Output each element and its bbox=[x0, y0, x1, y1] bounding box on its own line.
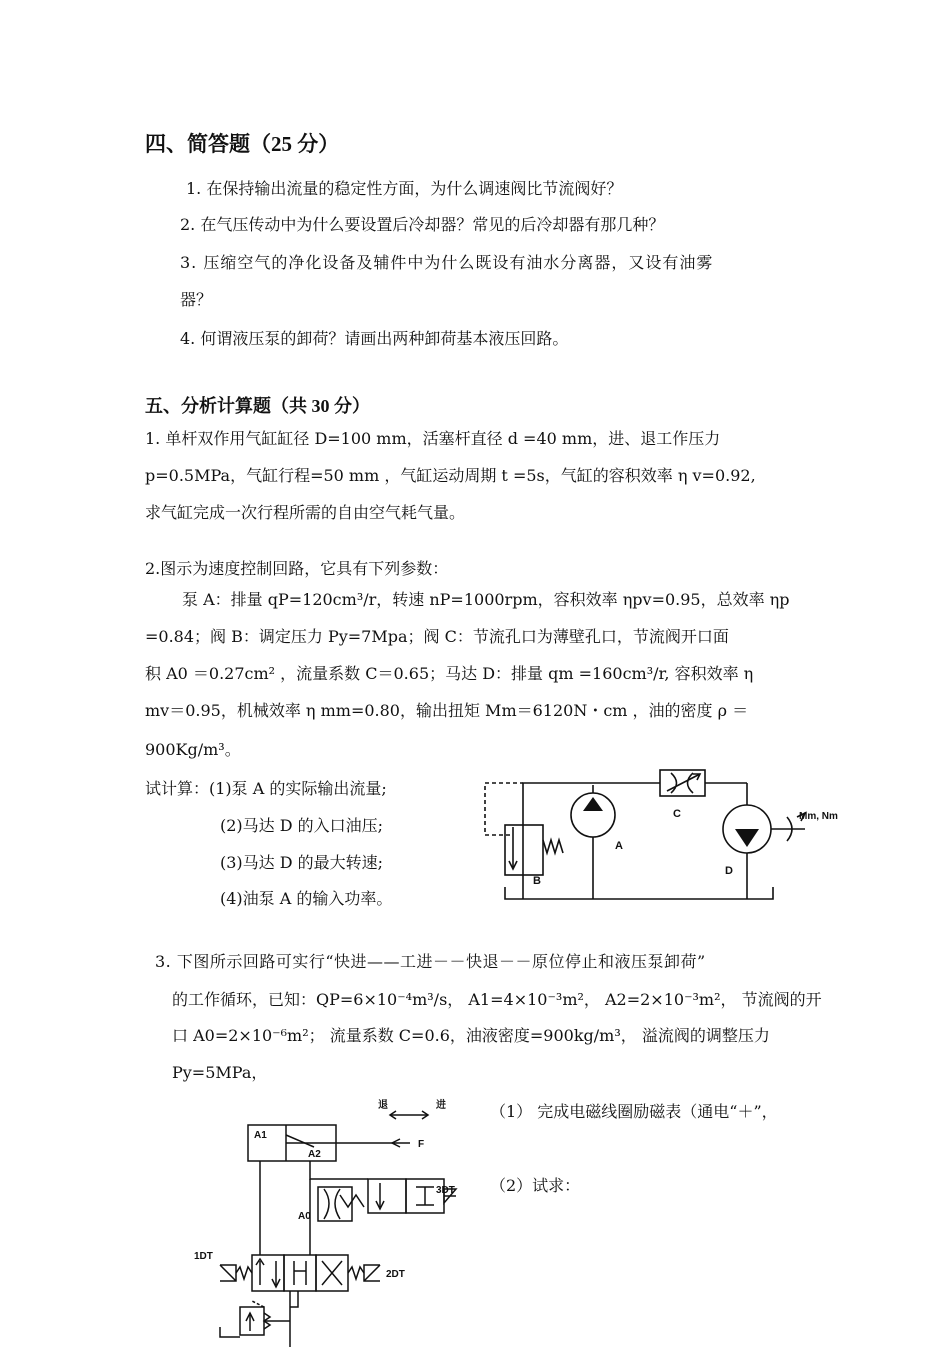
label-a2: A2 bbox=[308, 1149, 321, 1160]
problem2-intro: 2.图示为速度控制回路，它具有下列参数： bbox=[145, 559, 449, 578]
problem2-ask-1: 试计算：(1)泵 A 的实际输出流量; bbox=[145, 779, 387, 798]
label-1dt: 1DT bbox=[194, 1251, 213, 1262]
label-torque-speed: Mm, Nm bbox=[799, 811, 838, 822]
label-forward: 进 bbox=[436, 1100, 446, 1111]
problem2-line4: mv＝0.95，机械效率 η mm=0.80，输出扭矩 Mm＝6120N・cm ，油的密度 ρ ＝ bbox=[145, 701, 749, 720]
label-back: 退 bbox=[378, 1100, 388, 1111]
problem3-line4: Py=5MPa， bbox=[172, 1063, 268, 1082]
section4-title: 四、简答题（25 分） bbox=[145, 132, 340, 156]
label-valve-b: B bbox=[533, 875, 541, 887]
section4-question-2: 2. 在气压传动中为什么要设置后冷却器？常见的后冷却器有那几种？ bbox=[180, 215, 665, 234]
speed-control-circuit-diagram bbox=[475, 765, 845, 910]
label-2dt: 2DT bbox=[386, 1269, 405, 1280]
section4-question-3-line1: 3. 压缩空气的净化设备及辅件中为什么既设有油水分离器，又设有油雾 bbox=[180, 253, 714, 272]
problem2-line2: =0.84；阀 B：调定压力 Py=7Mpa；阀 C：节流孔口为薄壁孔口，节流阀开口面 bbox=[145, 627, 729, 646]
problem3-line1: 3. 下图所示回路可实行“快进——工进－－快退－－原位停止和液压泵卸荷” bbox=[155, 952, 706, 971]
label-load-f: F bbox=[418, 1139, 425, 1150]
label-a0: A0 bbox=[298, 1211, 311, 1222]
problem3-line2: 的工作循环，已知：QP=6×10⁻⁴m³/s， A1=4×10⁻³m²， A2=2×10⁻³m²， 节流阀的开 bbox=[172, 990, 822, 1009]
label-motor-d: D bbox=[725, 865, 733, 877]
problem2-ask-2: (2)马达 D 的入口油压; bbox=[220, 816, 384, 835]
label-3dt: 3DT bbox=[436, 1185, 455, 1196]
hydraulic-cycle-circuit-diagram bbox=[190, 1095, 470, 1347]
section5-title: 五、分析计算题（共 30 分） bbox=[145, 396, 370, 416]
problem3-task-2: （2）试求： bbox=[490, 1176, 581, 1195]
problem2-line3: 积 A0 ＝0.27cm² ，流量系数 C＝0.65；马达 D：排量 qm =160cm³/r, 容积效率 η bbox=[145, 664, 754, 683]
section4-question-4: 4. 何谓液压泵的卸荷？请画出两种卸荷基本液压回路。 bbox=[180, 329, 569, 348]
section4-question-3-line2: 器？ bbox=[180, 290, 213, 309]
label-a1: A1 bbox=[254, 1130, 267, 1141]
problem3-line3: 口 A0=2×10⁻⁶m²； 流量系数 C=0.6，油液密度=900kg/m³， 溢流阀的调整压力 bbox=[172, 1026, 770, 1045]
label-valve-c: C bbox=[673, 808, 681, 820]
label-pump-a: A bbox=[615, 840, 623, 852]
section4-question-1: 1. 在保持输出流量的稳定性方面，为什么调速阀比节流阀好？ bbox=[186, 179, 623, 198]
problem3-task-1: （1） 完成电磁线圈励磁表（通电“＋”， bbox=[490, 1102, 778, 1121]
problem1-line1: 1. 单杆双作用气缸缸径 D=100 mm，活塞杆直径 d =40 mm，进、退工作压力 bbox=[145, 429, 721, 448]
problem2-line1: 泵 A：排量 qP=120cm³/r，转速 nP=1000rpm，容积效率 ηpv=0.95，总效率 ηp bbox=[182, 590, 790, 609]
problem2-ask-4: (4)油泵 A 的输入功率。 bbox=[220, 889, 393, 908]
problem1-line2: p=0.5MPa，气缸行程=50 mm ，气缸运动周期 t =5s，气缸的容积效率 η v=0.92, bbox=[145, 466, 756, 485]
problem2-ask-3: (3)马达 D 的最大转速; bbox=[220, 853, 384, 872]
problem2-line5: 900Kg/m³。 bbox=[145, 740, 241, 759]
problem1-line3: 求气缸完成一次行程所需的自由空气耗气量。 bbox=[145, 503, 466, 522]
